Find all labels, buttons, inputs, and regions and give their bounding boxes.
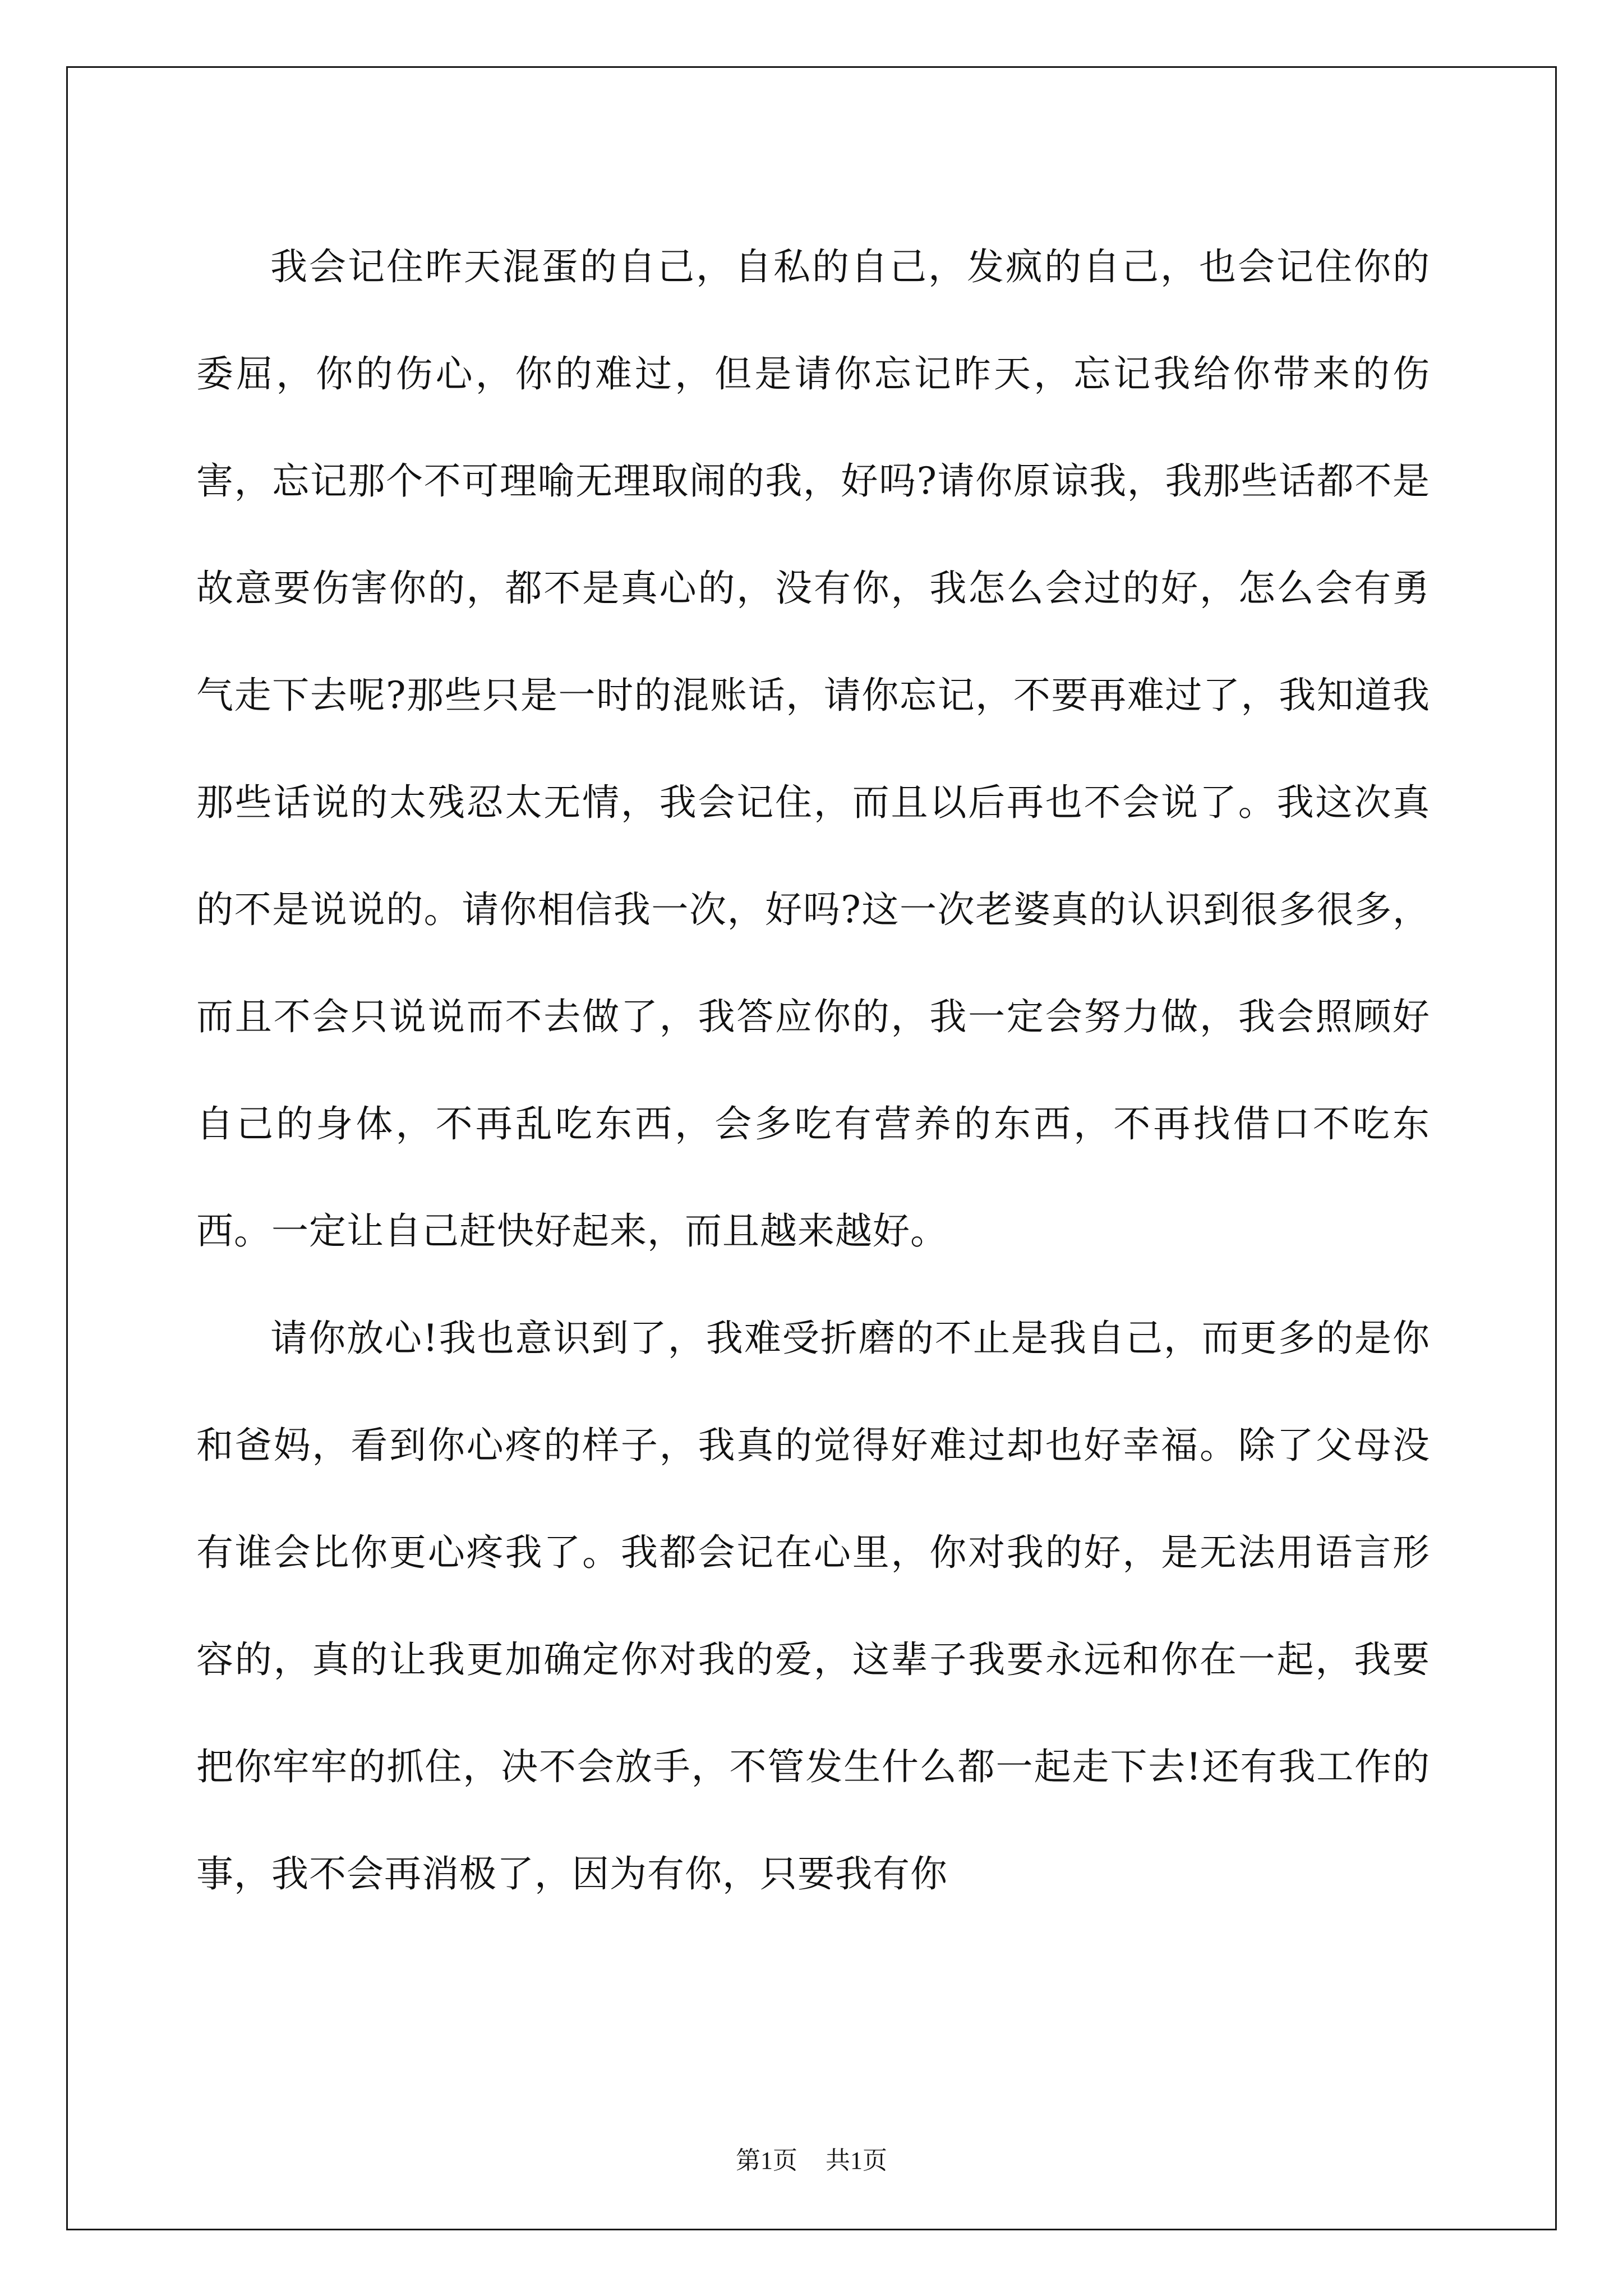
page-footer xyxy=(0,2144,1623,2178)
total-pages: 共1页 xyxy=(826,2147,887,2174)
page-number: 第1页 xyxy=(736,2147,797,2174)
document-body xyxy=(196,213,1430,1927)
paragraph-2: 请你放心!我也意识到了，我难受折磨的不止是我自己，而更多的是你和爸妈，看到你心疼的样子，我真的觉得好难过却也好幸福。除了父母没有谁会比你更心疼我了。我都会记在心里，你对我的好，是无法用语言形容的，真的让我更加确定你对我的爱，这辈子我要永远和你在一起，我要把你牢牢的抓住，决不会放手，不管发生什么都一起走下去!还有我工作的事，我不会再消极了，因为有你，只要我有你 xyxy=(196,1317,1430,1895)
paragraph-1: 我会记住昨天混蛋的自己，自私的自己，发疯的自己，也会记住你的委屈，你的伤心，你的难过，但是请你忘记昨天，忘记我给你带来的伤害，忘记那个不可理喻无理取闹的我，好吗?请你原谅我，我那些话都不是故意要伤害你的，都不是真心的，没有你，我怎么会过的好，怎么会有勇气走下去呢?那些只是一时的混账话，请你忘记，不要再难过了，我知道我那些话说的太残忍太无情，我会记住，而且以后再也不会说了。我这次真的不是说说的。请你相信我一次，好吗?这一次老婆真的认识到很多很多，而且不会只说说而不去做了，我答应你的，我一定会努力做，我会照顾好自己的身体，不再乱吃东西，会多吃有营养的东西，不再找借口不吃东西。一定让自己赶快好起来，而且越来越好。 xyxy=(196,245,1430,1253)
